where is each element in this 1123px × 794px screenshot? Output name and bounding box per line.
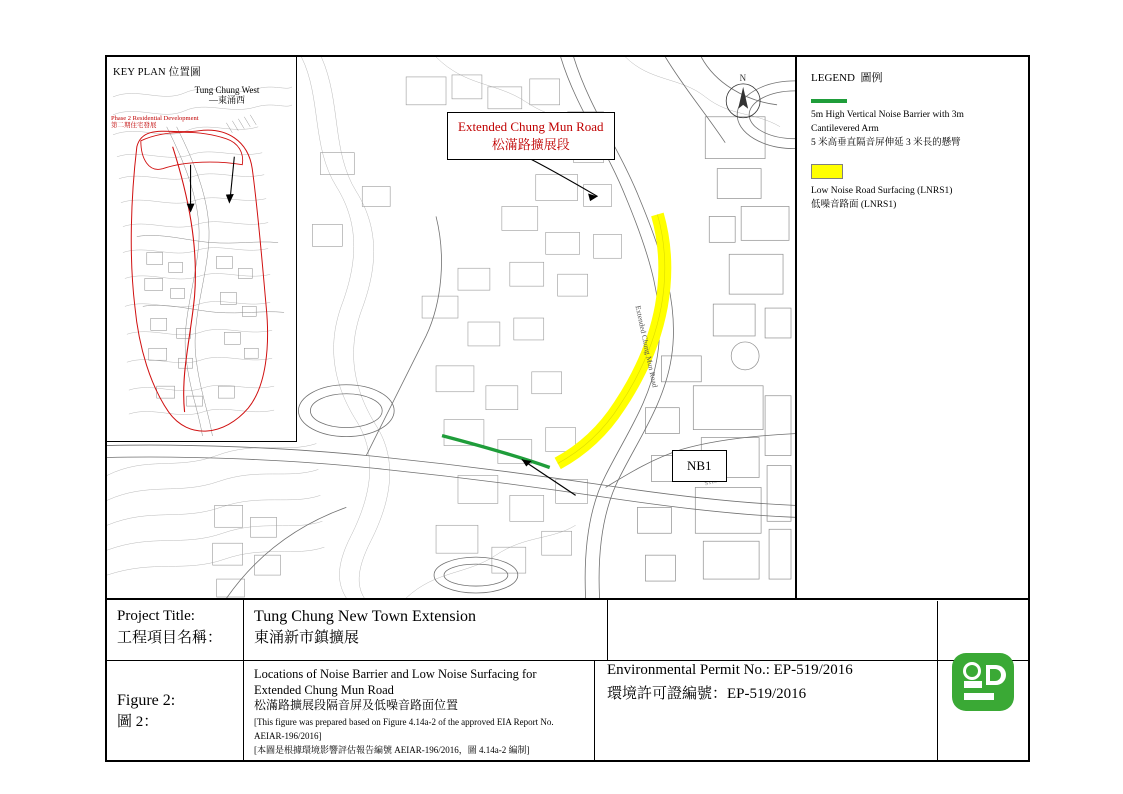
figure-title-value bbox=[244, 661, 595, 762]
project-title-label bbox=[107, 600, 244, 660]
title-block-figure-row bbox=[107, 661, 1028, 762]
key-plan-label-phase2-zh: 第二期住宅發展 bbox=[111, 122, 157, 130]
key-plan-label-phase2-en: Phase 2 Residential Development bbox=[111, 115, 199, 122]
project-label-en: Project Title: bbox=[117, 608, 195, 624]
legend-heading-zh: 圖例 bbox=[860, 72, 883, 84]
svg-text:N: N bbox=[739, 72, 747, 83]
drawing-sheet bbox=[105, 55, 1030, 762]
key-plan-title bbox=[113, 64, 201, 79]
figure-note-en-2: AEIAR-196/2016] bbox=[254, 730, 322, 741]
figure-label bbox=[107, 661, 244, 762]
environmental-permit-cell bbox=[595, 601, 938, 762]
legend-lnrs-zh: 低噪音路面 (LNRS1) bbox=[811, 200, 897, 211]
figure-note-zh: [本圖是根據環境影響評估報告編號 AEIAR-196/2016，圖 4.14a-2 編制] bbox=[254, 745, 530, 756]
legend-item-noise-barrier bbox=[811, 99, 1014, 150]
figure-note-en-1: [This figure was prepared based on Figure 4.14a-2 of the approved EIA Report No. bbox=[254, 716, 554, 727]
figure-label-zh: 圖 2： bbox=[117, 714, 159, 731]
legend-noise-barrier-zh: 5 米高垂直隔音屏伸延 3 米長的懸臂 bbox=[811, 137, 961, 148]
key-plan-inset bbox=[107, 57, 297, 442]
project-title-zh: 東涌新市鎮擴展 bbox=[254, 630, 360, 647]
key-plan-label-tcw-zh: —東涌西 bbox=[208, 95, 245, 106]
key-plan-label-tcw-en: Tung Chung West bbox=[194, 85, 260, 95]
epd-logo-mark bbox=[950, 651, 1016, 713]
project-title-value bbox=[244, 600, 608, 660]
figure-title-zh: 松滿路擴展段隔音屏及低噪音路面位置 bbox=[254, 698, 459, 713]
permit-en: Environmental Permit No.: EP-519/2016 bbox=[607, 661, 853, 678]
main-map[interactable] bbox=[107, 57, 797, 598]
legend-heading bbox=[811, 69, 1014, 85]
project-title-en: Tung Chung New Town Extension bbox=[254, 608, 477, 625]
callout-extended-chung-mun-road[interactable] bbox=[447, 112, 615, 160]
svg-text:Extended Chung Mun Road: Extended Chung Mun Road bbox=[633, 304, 660, 389]
key-plan-label-phase2 bbox=[111, 115, 207, 130]
permit-zh: 環境許可證編號：EP-519/2016 bbox=[607, 685, 807, 702]
title-block bbox=[107, 600, 1028, 762]
callout-road-en: Extended Chung Mun Road bbox=[458, 119, 604, 134]
legend-lnrs-en-1: Low Noise Road Surfacing (LNRS1) bbox=[811, 186, 953, 197]
figure-title-en-1: Locations of Noise Barrier and Low Noise Surfacing for bbox=[254, 667, 537, 681]
key-plan-title-zh: 位置圖 bbox=[168, 67, 201, 78]
legend-swatch-noise-barrier bbox=[811, 99, 847, 103]
legend-noise-barrier-en-1: 5m High Vertical Noise Barrier with 3m bbox=[811, 110, 964, 120]
legend-panel bbox=[797, 57, 1028, 598]
callout-nb1[interactable] bbox=[672, 450, 727, 482]
legend-swatch-lnrs bbox=[811, 164, 843, 179]
epd-logo bbox=[938, 601, 1028, 762]
callout-road-zh: 松滿路擴展段 bbox=[491, 136, 570, 152]
legend-heading-en: LEGEND bbox=[811, 72, 855, 84]
legend-item-lnrs bbox=[811, 164, 1014, 213]
project-label-zh: 工程項目名稱： bbox=[117, 629, 223, 646]
key-plan-label-tcw bbox=[177, 85, 277, 106]
key-plan-title-en: KEY PLAN bbox=[113, 67, 166, 78]
legend-noise-barrier-en-2: Cantilevered Arm bbox=[811, 123, 879, 134]
figure-title-en-2: Extended Chung Mun Road bbox=[254, 682, 394, 697]
drawing-area bbox=[107, 57, 1028, 600]
figure-label-en: Figure 2: bbox=[117, 692, 176, 710]
callout-nb1-label: NB1 bbox=[687, 458, 712, 473]
